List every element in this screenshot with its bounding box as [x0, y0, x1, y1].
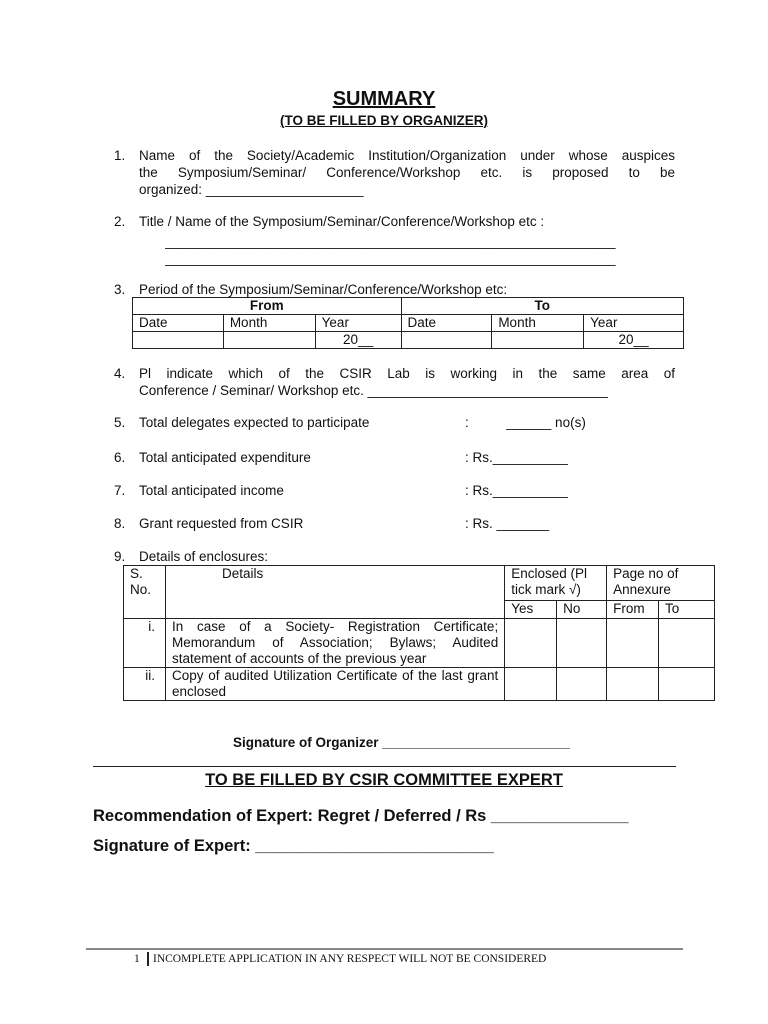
- page-subtitle: (TO BE FILLED BY ORGANIZER): [279, 113, 488, 128]
- footer-rule: [86, 948, 683, 950]
- item-7-label: Total anticipated income: [139, 483, 284, 498]
- item-7-value[interactable]: : Rs.__________: [465, 483, 568, 498]
- enclosure-page-header: Page no of Annexure: [607, 566, 715, 601]
- page-number: 1: [134, 953, 140, 965]
- item-8-number: 8.: [114, 516, 126, 531]
- period-date-from-cell[interactable]: [133, 332, 224, 349]
- expert-signature-field[interactable]: Signature of Expert: __________________________: [93, 837, 494, 855]
- expert-recommendation-field[interactable]: Recommendation of Expert: Regret / Deferred / Rs _______________: [93, 807, 629, 825]
- item-2-blank-1[interactable]: ____________________________________________________________: [165, 234, 616, 249]
- period-table: [132, 297, 684, 349]
- enclosure-enclosed-header: Enclosed (Pl tick mark √): [505, 566, 607, 601]
- item-4-number: 4.: [114, 366, 126, 381]
- period-col-month-from: Month: [223, 315, 315, 332]
- page-title: SUMMARY: [332, 88, 436, 110]
- enclosure-row-1-no-cell[interactable]: [557, 619, 607, 668]
- table-row: [124, 668, 715, 701]
- item-1-number: 1.: [114, 148, 126, 163]
- period-col-date-to: Date: [401, 315, 492, 332]
- period-from-header: From: [133, 298, 402, 315]
- expert-section-heading: TO BE FILLED BY CSIR COMMITTEE EXPERT: [205, 771, 563, 789]
- item-6-value[interactable]: : Rs.__________: [465, 450, 568, 465]
- period-col-year-from: Year: [315, 315, 401, 332]
- item-9-number: 9.: [114, 549, 126, 564]
- enclosure-row-2-yes-cell[interactable]: [505, 668, 557, 701]
- item-9-label: Details of enclosures:: [139, 549, 269, 564]
- enclosure-from-header: From: [607, 601, 659, 619]
- item-6-number: 6.: [114, 450, 126, 465]
- item-5-value[interactable]: : ______ no(s): [465, 415, 586, 430]
- enclosure-row-2-to-cell[interactable]: [659, 668, 715, 701]
- item-2-line-1: Title / Name of the Symposium/Seminar/Conference/Workshop etc :: [139, 214, 545, 229]
- enclosure-row-2-details: Copy of audited Utilization Certificate of the last grant enclosed: [165, 668, 504, 701]
- organizer-signature-field[interactable]: Signature of Organizer _________________________: [233, 735, 570, 750]
- item-5-number: 5.: [114, 415, 126, 430]
- footer-separator: [147, 952, 149, 966]
- item-1-line-1: Name of the Society/Academic Institution/Organization under whose auspices: [139, 148, 675, 163]
- enclosure-row-1-details: In case of a Society- Registration Certificate; Memorandum of Association; Bylaws; Audited statement of accounts of the previous year: [165, 619, 504, 668]
- item-3-number: 3.: [114, 282, 126, 297]
- table-row: [124, 619, 715, 668]
- enclosure-table: [123, 565, 715, 701]
- period-year-to-cell[interactable]: 20__: [584, 332, 684, 349]
- period-col-month-to: Month: [492, 315, 584, 332]
- item-3-line-1: Period of the Symposium/Seminar/Conference/Workshop etc:: [139, 282, 508, 297]
- item-2-number: 2.: [114, 214, 126, 229]
- period-to-header: To: [401, 298, 684, 315]
- enclosure-row-2-from-cell[interactable]: [607, 668, 659, 701]
- section-divider: [93, 766, 676, 767]
- period-col-year-to: Year: [584, 315, 684, 332]
- item-8-label: Grant requested from CSIR: [139, 516, 304, 531]
- footer-notice: INCOMPLETE APPLICATION IN ANY RESPECT WILL NOT BE CONSIDERED: [153, 953, 547, 965]
- enclosure-row-2-sno: ii.: [124, 668, 166, 701]
- enclosure-row-2-no-cell[interactable]: [557, 668, 607, 701]
- item-5-label: Total delegates expected to participate: [139, 415, 370, 430]
- enclosure-row-1-sno: i.: [124, 619, 166, 668]
- period-year-from-cell[interactable]: 20__: [315, 332, 401, 349]
- item-4-line-1: Pl indicate which of the CSIR Lab is working in the same area of: [139, 366, 675, 381]
- item-1-line-3: organized: _____________________: [139, 182, 364, 197]
- period-date-to-cell[interactable]: [401, 332, 492, 349]
- enclosure-no-header: No: [557, 601, 607, 619]
- item-2-blank-2[interactable]: ____________________________________________________________: [165, 251, 616, 266]
- enclosure-to-header: To: [659, 601, 715, 619]
- enclosure-row-1-yes-cell[interactable]: [505, 619, 557, 668]
- period-col-date-from: Date: [133, 315, 224, 332]
- enclosure-sno-header: S. No.: [124, 566, 166, 619]
- item-1-line-2: the Symposium/Seminar/ Conference/Workshop etc. is proposed to be: [139, 165, 675, 180]
- item-8-value[interactable]: : Rs. _______: [465, 516, 550, 531]
- enclosure-row-1-to-cell[interactable]: [659, 619, 715, 668]
- item-6-label: Total anticipated expenditure: [139, 450, 311, 465]
- period-month-from-cell[interactable]: [223, 332, 315, 349]
- enclosure-details-header: Details: [165, 566, 504, 619]
- item-7-number: 7.: [114, 483, 126, 498]
- period-month-to-cell[interactable]: [492, 332, 584, 349]
- enclosure-yes-header: Yes: [505, 601, 557, 619]
- item-4-line-2: Conference / Seminar/ Workshop etc. ________________________________: [139, 383, 608, 398]
- enclosure-row-1-from-cell[interactable]: [607, 619, 659, 668]
